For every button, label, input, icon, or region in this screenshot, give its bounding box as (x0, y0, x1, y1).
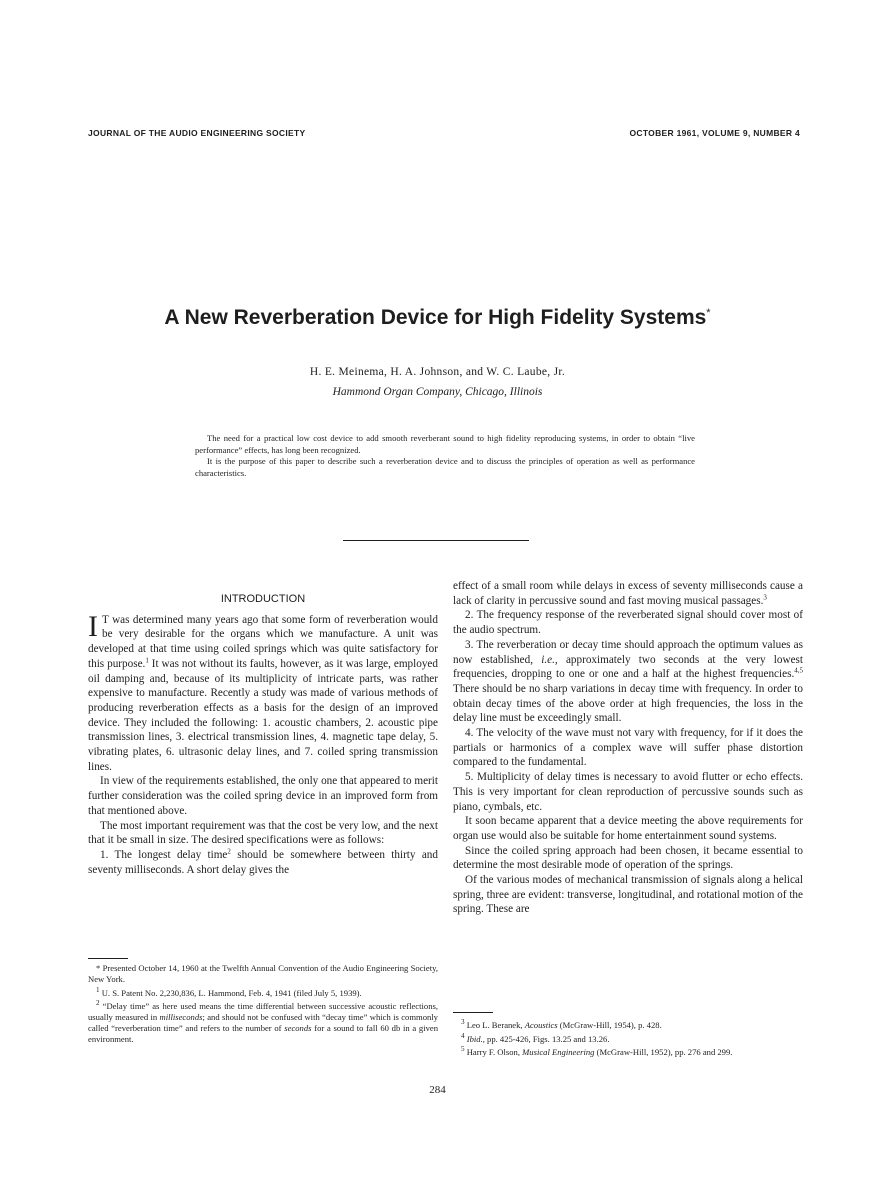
footnote: * Presented October 14, 1960 at the Twelfth Annual Convention of the Audio Engineering Society, New York. (88, 963, 438, 984)
body-paragraph: 4. The velocity of the wave must not vary with frequency, for if it does the partials or harmonics of a complex wave will suffer phase distortion compared to the fundamental. (453, 727, 803, 769)
footnote-ref: 1 (145, 656, 149, 665)
title-footnote-mark: * (706, 307, 711, 319)
body-paragraph: It soon became apparent that a device meeting the above requirements for organ use would also be suitable for home entertainment sound systems. (453, 815, 803, 842)
footnote (453, 1031, 803, 1045)
body-paragraph (453, 579, 803, 608)
body-paragraph: Of the various modes of mechanical transmission of signals along a helical spring, three are evident: transverse, longitudinal, and rotational motion of the spring. These are (453, 874, 803, 916)
page-number: 284 (429, 1084, 446, 1096)
body-paragraph: 5. Multiplicity of delay times is necessary to avoid flutter or echo effects. This is very important for clean reproduction of percussive sounds such as piano, cymbals, etc. (453, 771, 803, 813)
footnote-text: Acoustics (524, 1019, 558, 1030)
footnote-text: Harry F. Olson, (464, 1047, 523, 1058)
abstract-paragraph: The need for a practical low cost device to add smooth reverberant sound to high fidelity reproducing systems, in order to obtain “live performance” effects, has long been recognized. (195, 433, 695, 455)
footnote-text: , pp. 425-426, Figs. 13.25 and 13.26. (482, 1033, 610, 1044)
footnote-rule (453, 1012, 493, 1013)
body-text: 3. The reverberation or decay time should approach the optimum values as now established, (453, 638, 803, 666)
affiliation: Hammond Organ Company, Chicago, Illinois (332, 386, 543, 398)
footnote-ref: 4,5 (794, 666, 803, 675)
footnote (453, 1044, 803, 1058)
footnote-ref: 2 (227, 847, 231, 856)
right-column (453, 579, 803, 917)
body-paragraph (88, 609, 438, 775)
body-paragraph: The most important requirement was that the cost be very low, and the next that it be small in size. The desired specifications were as follows: (88, 819, 438, 847)
drop-cap: I (88, 609, 98, 643)
body-text: , approximately two seconds at the very lowest frequencies, dropping to one or one and a half at the highest frequencies. (453, 653, 803, 681)
footnote-ref: 3 (763, 592, 767, 601)
body-text: should be somewhere between thirty and seventy milliseconds. A short delay gives the (88, 848, 438, 876)
body-text: T was determined many years ago that some form of reverberation would be very desirable for the organs which we manufacture. A unit was developed at that time using coiled springs which was quite satisfactory for this purpose. (88, 613, 438, 670)
footnote-text: U. S. Patent No. 2,230,836, L. Hammond, Feb. 4, 1941 (filed July 5, 1939). (99, 987, 362, 998)
title-text: A New Reverberation Device for High Fidelity Systems (164, 306, 707, 329)
footnote-text: milliseconds (159, 1011, 203, 1022)
body-paragraph (88, 848, 438, 877)
body-paragraph: In view of the requirements established, the only one that appeared to merit further consideration was the coiled spring device in an improved form from that mentioned above. (88, 775, 438, 817)
footnote-text: Musical Engineering (522, 1047, 595, 1058)
body-text: 1. The longest delay time (100, 848, 228, 861)
left-column (88, 592, 438, 877)
abstract (195, 433, 695, 479)
body-text: It was not without its faults, however, as it was large, employed oil damping and, because of its multiplicity of intricate parts, was rather expensive to manufacture. Recently a study was made of various methods of producing reverberation effects as a basis for the design of an improved device. They included the following: 1. acoustic chambers, 2. acoustic pipe transmission lines, 3. electrical transmission lines, 4. magnetic tape delay, 5. vibrating plates, 6. ultrasonic delay lines, and 7. coiled spring transmission lines. (88, 657, 438, 773)
footnote-text: for a sound to fall 60 db in a given environment. (88, 1022, 438, 1044)
body-paragraph: 2. The frequency response of the reverberated signal should cover most of the audio spectrum. (453, 609, 803, 637)
body-text: effect of a small room while delays in excess of seventy milliseconds cause a lack of clarity in percussive sound and fast moving musical passages. (453, 580, 803, 607)
running-head-journal: JOURNAL OF THE AUDIO ENGINEERING SOCIETY (88, 128, 306, 138)
footnote (88, 998, 438, 1044)
footnote-rule (88, 958, 128, 959)
section-heading: INTRODUCTION (220, 593, 306, 605)
footnote-text: Leo L. Beranek, (464, 1019, 525, 1030)
footnote-text: Ibid. (464, 1033, 483, 1044)
footnote (88, 985, 438, 999)
author-list: H. E. Meinema, H. A. Johnson, and W. C. Laube, Jr. (309, 366, 566, 378)
footnote-text: seconds (284, 1022, 312, 1033)
running-head-issue: OCTOBER 1961, VOLUME 9, NUMBER 4 (629, 128, 800, 138)
abstract-paragraph: It is the purpose of this paper to describe such a reverberation device and to discuss the principles of operation as well as performance characteristics. (195, 456, 695, 478)
footnote-text: ; and should not be confused with “decay time” which is commonly called “reverberation time” and refers to the number of (88, 1011, 438, 1033)
footnote-mark: 1 (96, 985, 100, 994)
body-paragraph: Since the coiled spring approach had been chosen, it became essential to determine the most desirable mode of operation of the springs. (453, 844, 803, 872)
footnotes-left (88, 958, 438, 1044)
article-title (0, 306, 875, 330)
footnote-mark: 3 (461, 1018, 465, 1026)
footnotes-right (453, 1012, 803, 1058)
section-divider (343, 540, 529, 541)
footnote-mark: 2 (96, 999, 100, 1008)
body-text: There should be no sharp variations in decay time with frequency. In order to obtain decay times of the above order at high frequencies, the loss in the delay line must be exceedingly small. (453, 682, 803, 725)
body-text: i.e. (541, 653, 555, 666)
footnote-mark: 5 (461, 1045, 465, 1054)
footnote-text: (McGraw-Hill, 1954), p. 428. (557, 1019, 662, 1030)
footnote (453, 1017, 803, 1031)
footnote-mark: 4 (461, 1031, 465, 1040)
footnote-text: “Delay time” as here used means the time differential between successive acoustic reflections, usually measured in (88, 1001, 438, 1022)
body-paragraph (453, 638, 803, 726)
footnote-text: (McGraw-Hill, 1952), pp. 276 and 299. (594, 1047, 733, 1058)
